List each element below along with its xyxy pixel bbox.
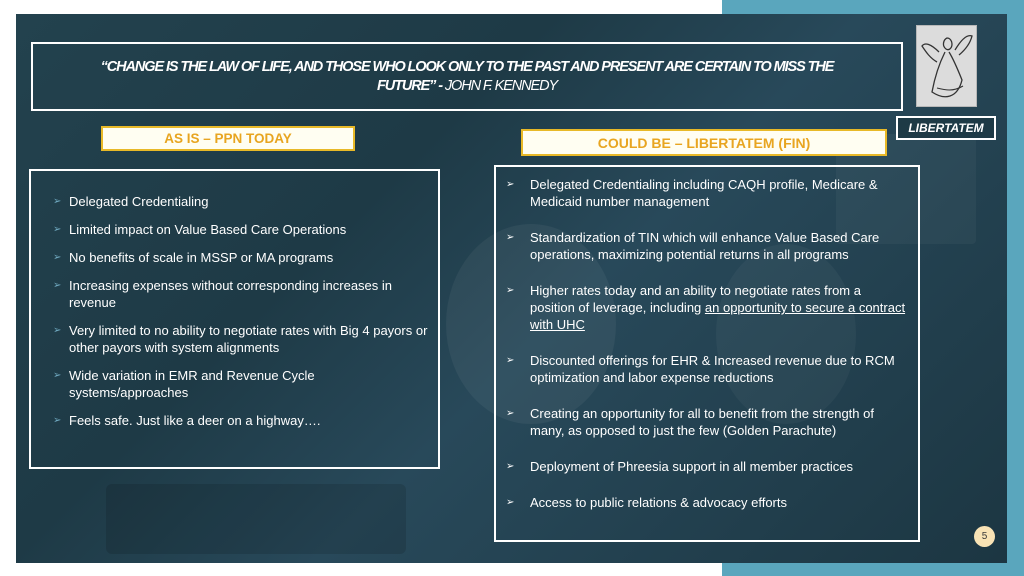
quote-line-2-text: FUTURE” - — [376, 77, 445, 94]
list-item — [53, 322, 430, 356]
quote-box — [31, 42, 903, 111]
list-item — [53, 412, 430, 429]
list-item — [506, 229, 908, 263]
list-item-text: Limited impact on Value Based Care Operations — [69, 222, 347, 237]
list-item-text: Delegated Credentialing including CAQH profile, Medicare & Medicaid number management — [530, 177, 878, 209]
arrow-bullet-icon: ➢ — [53, 252, 62, 263]
arrow-bullet-icon: ➢ — [506, 497, 515, 508]
rates-text: Higher rates today and an ability to negotiate rates from a position of leverage, including — [530, 283, 861, 315]
list-item — [506, 494, 908, 511]
list-item-text: Very limited to no ability to negotiate rates with Big 4 payors or other payors with system alignments — [69, 323, 428, 355]
arrow-bullet-icon: ➢ — [53, 370, 62, 381]
logo-label: LIBERTATEM — [896, 116, 996, 140]
list-item — [506, 282, 908, 333]
arrow-bullet-icon: ➢ — [53, 415, 62, 426]
uhc-contract-text: an opportunity to secure a contract with UHC — [530, 300, 906, 332]
list-item-text: Increasing expenses without corresponding increases in revenue — [69, 278, 393, 310]
could-be-list — [494, 165, 920, 542]
quote-line-2 — [377, 77, 557, 96]
arrow-bullet-icon: ➢ — [506, 285, 515, 296]
logo — [916, 25, 977, 107]
list-item-text: Creating an opportunity for all to benefit from the strength of many, as opposed to just the few (Golden Parachute) — [530, 406, 874, 438]
background-photo-shape — [106, 484, 406, 554]
arrow-bullet-icon: ➢ — [53, 196, 62, 207]
arrow-bullet-icon: ➢ — [53, 325, 62, 336]
list-item — [506, 352, 908, 386]
list-item-text: Standardization of TIN which will enhance Value Based Care operations, maximizing potential returns in all programs — [530, 230, 880, 262]
list-item — [53, 193, 430, 210]
list-item-text: Discounted offerings for EHR & Increased revenue due to RCM optimization and labor expense reductions — [530, 353, 895, 385]
angel-figure-icon — [917, 26, 978, 108]
list-item — [506, 176, 908, 210]
list-item-text: Wide variation in EMR and Revenue Cycle systems/approaches — [69, 368, 315, 400]
list-item-text — [530, 282, 908, 333]
arrow-bullet-icon: ➢ — [506, 179, 515, 190]
list-item-text: No benefits of scale in MSSP or MA programs — [69, 250, 334, 265]
list-item-text: Deployment of Phreesia support in all member practices — [530, 459, 853, 474]
arrow-bullet-icon: ➢ — [506, 355, 515, 366]
list-item-text: Feels safe. Just like a deer on a highway…. — [69, 413, 321, 428]
as-is-header: AS IS – PPN TODAY — [101, 126, 355, 151]
list-item — [53, 249, 430, 266]
quote-line-1: “CHANGE IS THE LAW OF LIFE, AND THOSE WHO LOOK ONLY TO THE PAST AND PRESENT ARE CERTAIN TO MISS THE — [100, 58, 834, 75]
arrow-bullet-icon: ➢ — [53, 224, 62, 235]
arrow-bullet-icon: ➢ — [506, 461, 515, 472]
as-is-list — [29, 169, 440, 469]
list-item — [53, 367, 430, 401]
list-item — [506, 405, 908, 439]
arrow-bullet-icon: ➢ — [53, 280, 62, 291]
list-item — [506, 458, 908, 475]
arrow-bullet-icon: ➢ — [506, 408, 515, 419]
arrow-bullet-icon: ➢ — [506, 232, 515, 243]
list-item — [53, 221, 430, 238]
could-be-header: COULD BE – LIBERTATEM (FIN) — [521, 129, 887, 156]
list-item-text: Delegated Credentialing — [69, 194, 209, 209]
quote-author: JOHN F. KENNEDY — [444, 77, 558, 94]
page-number: 5 — [974, 526, 995, 547]
list-item — [53, 277, 430, 311]
list-item-text: Access to public relations & advocacy efforts — [530, 495, 787, 510]
